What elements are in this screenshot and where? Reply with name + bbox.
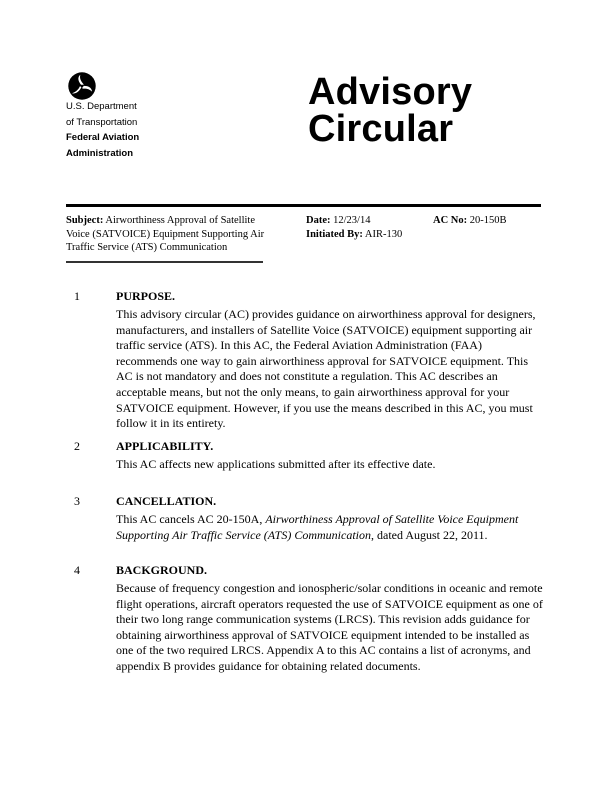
body-line: Because of frequency congestion and ionospheric/solar conditions in oceanic and remote [116,581,543,595]
agency-line: Federal Aviation [66,132,140,143]
body-line: AC is not mandatory and does not constitute a regulation. This AC describes an [116,369,498,384]
date-label: Date: [306,215,331,226]
body-text: , dated August 22, 2011. [371,527,488,542]
body-line: flight operations, aircraft operators requested the use of SATVOICE equipment as one of [116,596,543,611]
ac-number-value: 20-150B [467,215,507,226]
section-body-applicability [116,457,546,473]
title-line-1: Advisory [308,71,473,113]
subject-text: Voice (SATVOICE) Equipment Supporting Air [66,228,265,240]
department-name [66,99,139,161]
subject-text: Airworthiness Approval of Satellite [103,215,255,226]
header-divider [66,204,541,207]
body-line: This advisory circular (AC) provides guidance on airworthiness approval for designers, [116,307,536,321]
section-number: 2 [74,439,80,453]
section-heading-background: BACKGROUND. [116,563,208,577]
ac-number-block [433,214,507,228]
section-number: 1 [74,289,80,303]
initiated-by-value: AIR-130 [362,228,403,240]
cited-title: Airworthiness Approval of Satellite Voice Equipment [265,512,519,526]
body-line: acceptable means, but not the only means, to gain airworthiness approval for your [116,384,510,399]
section-number: 3 [74,494,80,508]
body-text: This AC cancels AC 20-150A, [116,512,266,526]
body-line: follow it in its entirety. [116,416,226,431]
subject-block [66,214,296,255]
body-line: their two long range communication systems (LRCS). This revision adds guidance for [116,612,530,627]
section-body-purpose [116,307,546,432]
cited-title: Supporting Air Traffic Service (ATS) Communication [116,527,371,542]
initiated-by-label: Initiated By: [306,228,363,240]
subject-text: Traffic Service (ATS) Communication [66,242,228,253]
section-number: 4 [74,563,80,577]
ac-number-label: AC No: [433,215,468,226]
date-value: 12/23/14 [330,215,371,226]
section-body-cancellation [116,512,546,543]
dot-logo-icon [68,72,96,100]
agency-line: Administration [66,147,134,159]
body-line: manufacturers, and installers of Satellite Voice (SATVOICE) equipment supporting air [116,322,533,337]
subject-label: Subject: [66,215,104,226]
body-line: traffic service (ATS). In this AC, the Federal Aviation Administration (FAA) [116,338,482,353]
department-line: of Transportation [66,116,138,128]
department-line: U.S. Department [66,101,137,112]
date-block [306,214,402,241]
body-line [116,512,546,528]
title-line-2: Circular [308,108,454,150]
section-heading-purpose: PURPOSE. [116,289,176,303]
section-heading-cancellation: CANCELLATION. [116,494,217,508]
subject-underline [66,261,263,263]
body-line: This AC affects new applications submitted after its effective date. [116,457,436,471]
body-line: one of the two required LRCS. Appendix A to this AC contains a list of acronyms, and [116,643,531,658]
section-body-background [116,581,546,675]
body-line [116,528,546,544]
body-line: recommends one way to gain airworthiness approval for SATVOICE equipment. This [116,353,529,368]
document-title [308,71,473,150]
body-line: SATVOICE equipment. However, if you use the means described in this AC, you must [116,400,533,415]
body-line: obtaining airworthiness approval of SATVOICE equipment intended to be installed as [116,627,530,642]
body-line: appendix B provides guidance for obtaining related documents. [116,658,421,673]
section-heading-applicability: APPLICABILITY. [116,439,214,453]
